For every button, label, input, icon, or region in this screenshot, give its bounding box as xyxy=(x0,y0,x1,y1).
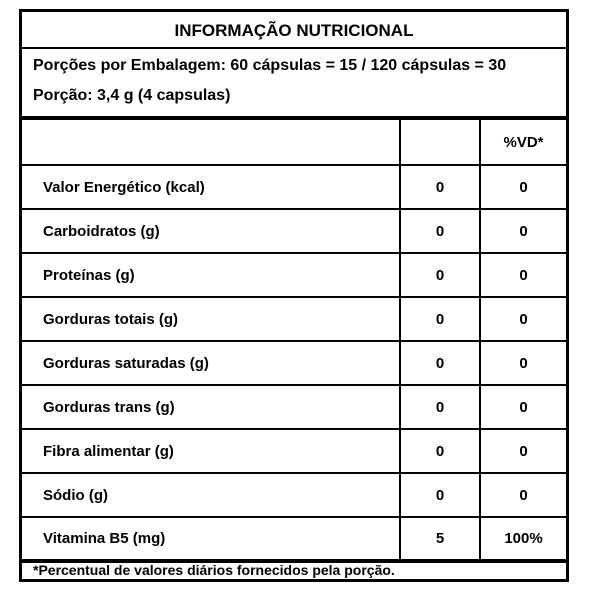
nutrient-amount: 0 xyxy=(400,429,480,473)
nutrient-name: Carboidratos (g) xyxy=(22,209,400,253)
nutrition-facts-label xyxy=(19,9,569,582)
nutrient-daily-value: 0 xyxy=(480,253,566,297)
nutrient-name: Gorduras trans (g) xyxy=(22,385,400,429)
serving-size: Porção: 3,4 g (4 capsulas) xyxy=(33,87,231,104)
footnote: *Percentual de valores diários fornecidos pela porção. xyxy=(33,562,395,578)
nutrition-table xyxy=(22,120,566,563)
servings-per-package: Porções por Embalagem: 60 cápsulas = 15 / 120 cápsulas = 30 xyxy=(33,57,507,74)
nutrient-amount: 0 xyxy=(400,473,480,517)
nutrient-amount: 0 xyxy=(400,297,480,341)
nutrient-amount: 0 xyxy=(400,209,480,253)
column-header-nutrient xyxy=(22,120,400,165)
nutrient-name: Gorduras totais (g) xyxy=(22,297,400,341)
table-header-row xyxy=(22,120,566,165)
nutrient-daily-value: 0 xyxy=(480,473,566,517)
nutrient-daily-value: 0 xyxy=(480,385,566,429)
table-row xyxy=(22,253,566,297)
table-row xyxy=(22,385,566,429)
table-row xyxy=(22,209,566,253)
nutrient-name: Valor Energético (kcal) xyxy=(22,165,400,209)
nutrient-daily-value: 0 xyxy=(480,429,566,473)
nutrient-daily-value: 0 xyxy=(480,165,566,209)
nutrient-daily-value: 0 xyxy=(480,297,566,341)
nutrient-daily-value: 0 xyxy=(480,341,566,385)
column-header-daily-value: %VD* xyxy=(480,120,566,165)
nutrient-name: Gorduras saturadas (g) xyxy=(22,341,400,385)
nutrient-amount: 5 xyxy=(400,517,480,561)
table-row xyxy=(22,341,566,385)
nutrient-daily-value: 100% xyxy=(480,517,566,561)
nutrient-name: Proteínas (g) xyxy=(22,253,400,297)
nutrient-amount: 0 xyxy=(400,385,480,429)
nutrient-name: Vitamina B5 (mg) xyxy=(22,517,400,561)
table-row xyxy=(22,297,566,341)
nutrient-name: Fibra alimentar (g) xyxy=(22,429,400,473)
nutrient-amount: 0 xyxy=(400,253,480,297)
nutrient-amount: 0 xyxy=(400,341,480,385)
table-row xyxy=(22,165,566,209)
table-row xyxy=(22,429,566,473)
nutrient-daily-value: 0 xyxy=(480,209,566,253)
table-row xyxy=(22,517,566,561)
column-header-amount xyxy=(400,120,480,165)
label-title: INFORMAÇÃO NUTRICIONAL xyxy=(22,12,566,49)
table-row xyxy=(22,473,566,517)
nutrient-name: Sódio (g) xyxy=(22,473,400,517)
nutrient-amount: 0 xyxy=(400,165,480,209)
